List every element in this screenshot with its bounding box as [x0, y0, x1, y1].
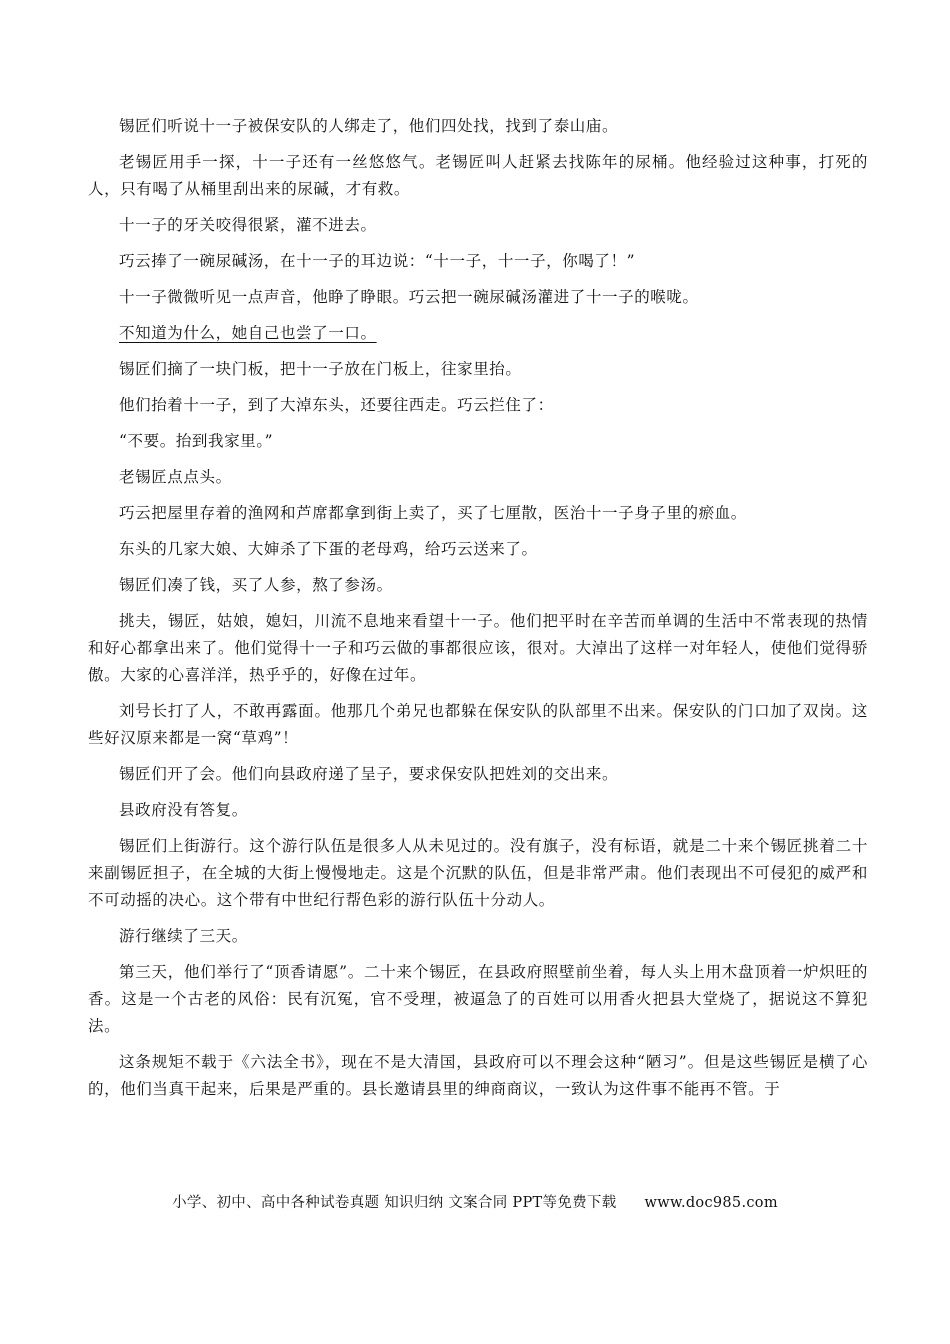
paragraph: 锡匠们凑了钱，买了人参，熬了参汤。 — [119, 576, 393, 594]
paragraph: 第三天，他们举行了“顶香请愿”。二十来个锡匠，在县政府照壁前坐着，每人头上用木盘顶着一炉炽旺的香。这是一个古老的风俗：民有沉冤，官不受理，被逼急了的百姓可以用香火把县大堂烧了，据说这不算犯法。 — [88, 963, 868, 1035]
paragraph: 锡匠们上街游行。这个游行队伍是很多人从未见过的。没有旗子，没有标语，就是二十来个锡匠挑着二十来副锡匠担子，在全城的大街上慢慢地走。这是个沉默的队伍，但是非常严肃。他们表现出不可侵犯的威严和不可动摇的决心。这个带有中世纪行帮色彩的游行队伍十分动人。 — [88, 837, 868, 909]
paragraph: 十一子的牙关咬得很紧，灌不进去。 — [119, 216, 377, 234]
paragraph: 挑夫，锡匠，姑娘，媳妇，川流不息地来看望十一子。他们把平时在辛苦而单调的生活中不常表现的热情和好心都拿出来了。他们觉得十一子和巧云做的事都很应该，很对。大淖出了这样一对年轻人，使他们觉得骄傲。大家的心喜洋洋，热乎乎的，好像在过年。 — [88, 612, 868, 684]
paragraph: 刘号长打了人，不敢再露面。他那几个弟兄也都躲在保安队的队部里不出来。保安队的门口加了双岗。这些好汉原来都是一窝“草鸡”！ — [88, 702, 868, 747]
paragraph: 老锡匠用手一探，十一子还有一丝悠悠气。老锡匠叫人赶紧去找陈年的尿桶。他经验过这种事，打死的人，只有喝了从桶里刮出来的尿碱，才有救。 — [88, 153, 868, 198]
footer-text: 小学、初中、高中各种试卷真题 知识归纳 文案合同 PPT等免费下载 — [172, 1195, 617, 1211]
underlined-paragraph — [88, 320, 868, 347]
paragraph: 县政府没有答复。 — [119, 801, 248, 819]
page-footer — [0, 1191, 950, 1212]
paragraph: 锡匠们摘了一块门板，把十一子放在门板上，往家里抬。 — [119, 360, 522, 378]
paragraph: 他们抬着十一子，到了大淖东头，还要往西走。巧云拦住了： — [119, 396, 554, 414]
footer-url: www.doc985.com — [644, 1195, 778, 1211]
paragraph: 巧云捧了一碗尿碱汤，在十一子的耳边说：“十一子，十一子，你喝了！” — [119, 252, 636, 270]
paragraph: “不要。抬到我家里。” — [119, 432, 274, 450]
paragraph: 这条规矩不载于《六法全书》，现在不是大清国，县政府可以不理会这种“陋习”。但是这些锡匠是横了心的，他们当真干起来，后果是严重的。县长邀请县里的绅商商议，一致认为这件事不能再不管。于 — [88, 1053, 868, 1098]
paragraph: 锡匠们开了会。他们向县政府递了呈子，要求保安队把姓刘的交出来。 — [119, 765, 619, 783]
underlined-sentence: 不知道为什么，她自己也尝了一口。 — [119, 324, 377, 342]
paragraph: 巧云把屋里存着的渔网和芦席都拿到街上卖了，买了七厘散，医治十一子身子里的瘀血。 — [119, 504, 747, 522]
paragraph: 老锡匠点点头。 — [119, 468, 232, 486]
paragraph: 锡匠们听说十一子被保安队的人绑走了，他们四处找，找到了泰山庙。 — [119, 117, 619, 135]
paragraph: 东头的几家大娘、大婶杀了下蛋的老母鸡，给巧云送来了。 — [119, 540, 538, 558]
paragraph: 十一子微微听见一点声音，他睁了睁眼。巧云把一碗尿碱汤灌进了十一子的喉咙。 — [119, 288, 699, 306]
article-body — [88, 113, 868, 1112]
paragraph: 游行继续了三天。 — [119, 927, 248, 945]
